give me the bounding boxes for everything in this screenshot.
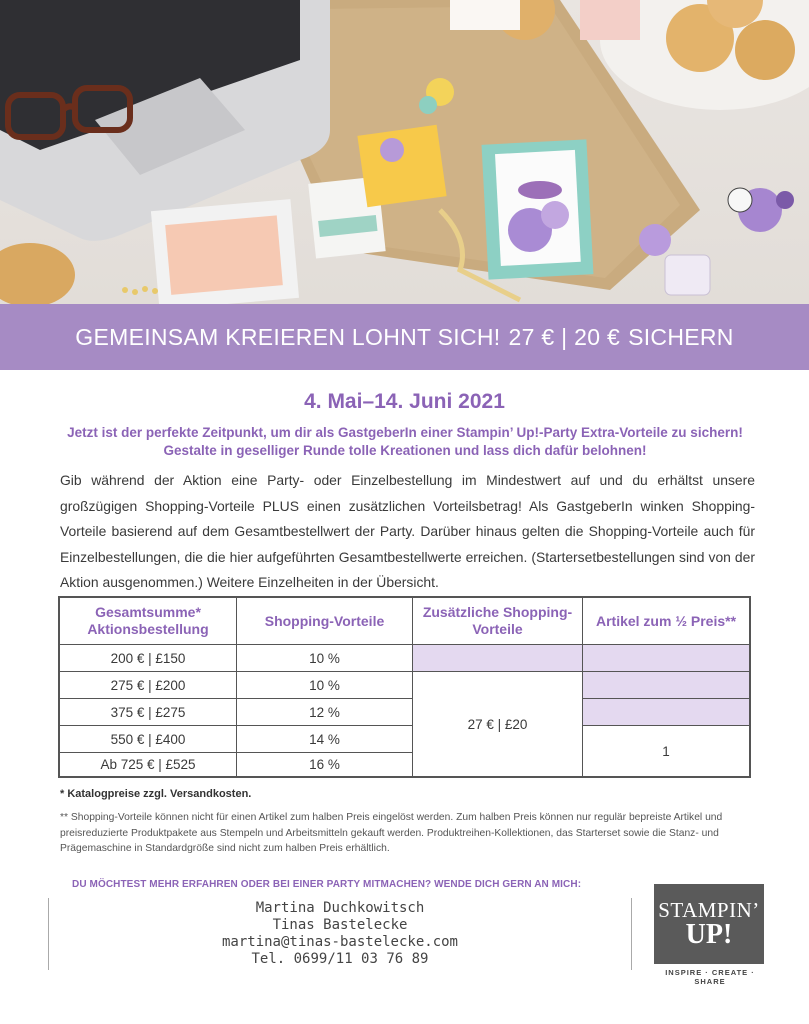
hero-image	[0, 0, 809, 304]
table-cell-total: 375 € | £275	[60, 699, 237, 726]
banner-prefix: GEMEINSAM KREIEREN LOHNT SICH!	[75, 323, 501, 350]
table-cell-shopping: 16 %	[237, 753, 413, 776]
footnote-catalog: * Katalogpreise zzgl. Versandkosten.	[60, 788, 252, 800]
contact-box	[48, 898, 632, 970]
logo-line-2: UP!	[685, 918, 733, 950]
contact-business: Tinas Bastelecke	[272, 917, 408, 933]
greeting-card	[357, 125, 446, 207]
contact-name: Martina Duchkowitsch	[255, 900, 425, 916]
table-cell-extra: 27 € | £20	[413, 672, 583, 776]
table-cell-shopping: 10 %	[237, 645, 413, 672]
table-cell-shopping: 14 %	[237, 726, 413, 753]
table-cell-extra-empty	[413, 645, 583, 672]
table-cell-half-empty	[583, 699, 749, 726]
stamp-block	[665, 255, 710, 295]
table-header: Zusätzliche Shopping-Vorteile	[413, 598, 583, 645]
table-cell-total: 550 € | £400	[60, 726, 237, 753]
paper-stack	[580, 0, 640, 40]
craft-scene-illustration	[0, 0, 809, 304]
footnote-half-price: ** Shopping-Vorteile können nicht für einen Artikel zum halben Preis eingelöst werden. Zum halben Preis können nur regulär bepreiste Artikel und preisreduzierte Produktpakete aus Stempeln und Arbeitsmitteln gekauft werden. Produktreihen-Kollektionen, das Starterset sowie die Stanz- und Prägemaschine in Standardgröße sind nicht zum halben Preis erhältlich.	[60, 812, 723, 854]
table-cell-total: 275 € | £200	[60, 672, 237, 699]
table-header: Shopping-Vorteile	[237, 598, 413, 645]
embellishments	[122, 286, 158, 295]
table-cell-total: 200 € | £150	[60, 645, 237, 672]
table-cell-total: Ab 725 € | £525	[60, 753, 237, 776]
table-header: Gesamtsumme* Aktionsbestellung	[60, 598, 237, 645]
greeting-card	[482, 139, 594, 279]
rewards-table	[58, 596, 751, 778]
promo-dates: 4. Mai–14. Juni 2021	[304, 390, 505, 413]
logo-tagline: INSPIRE · CREATE · SHARE	[665, 968, 755, 986]
banner-amount: 27 € | 20 €	[508, 323, 621, 350]
table-cell-half-empty	[583, 672, 749, 699]
table-cell-shopping: 10 %	[237, 672, 413, 699]
body-text: Gib während der Aktion eine Party- oder Einzelbestellung im Mindestwert auf und du erhältst unsere großzügigen Shopping-Vorteile PLUS einen zusätzlichen Vorteilsbetrag! Als GastgeberIn winken Shopping-Vorteile basierend auf dem Gesamtbestellwert der Party. Darüber hinaus gelten die Shopping-Vorteile auch für Einzelbestellungen, die die hier aufgeführten Gesamtbestellwerte erreichen. (Startersetbestellungen sind von der Aktion ausgenommen.) Weitere Einzelheiten in der Übersicht.	[60, 472, 755, 590]
greeting-card	[151, 199, 299, 304]
logo-line-1: STAMPIN’	[658, 897, 760, 922]
banner-suffix: SICHERN	[628, 323, 734, 350]
contact-email[interactable]: martina@tinas-bastelecke.com	[221, 934, 458, 950]
intro-text: Jetzt ist der perfekte Zeitpunkt, um dir als GastgeberIn einer Stampin’ Up!-Party Extra-Vorteile zu sichern! Gestalte in geselliger Runde tolle Kreationen und lass dich dafür belohnen!	[67, 425, 743, 458]
table-cell-half-price: 1	[662, 743, 670, 759]
table-cell-half-empty	[583, 645, 749, 672]
table-header: Artikel zum ½ Preis**	[583, 598, 749, 645]
contact-phone[interactable]: Tel. 0699/11 03 76 89	[251, 951, 429, 967]
cookie	[0, 243, 75, 304]
table-cell-shopping: 12 %	[237, 699, 413, 726]
promo-banner	[0, 304, 809, 370]
contact-call-to-action: DU MÖCHTEST MEHR ERFAHREN ODER BEI EINER PARTY MITMACHEN? WENDE DICH GERN AN MICH:	[72, 879, 582, 890]
stampin-up-logo	[654, 884, 764, 964]
